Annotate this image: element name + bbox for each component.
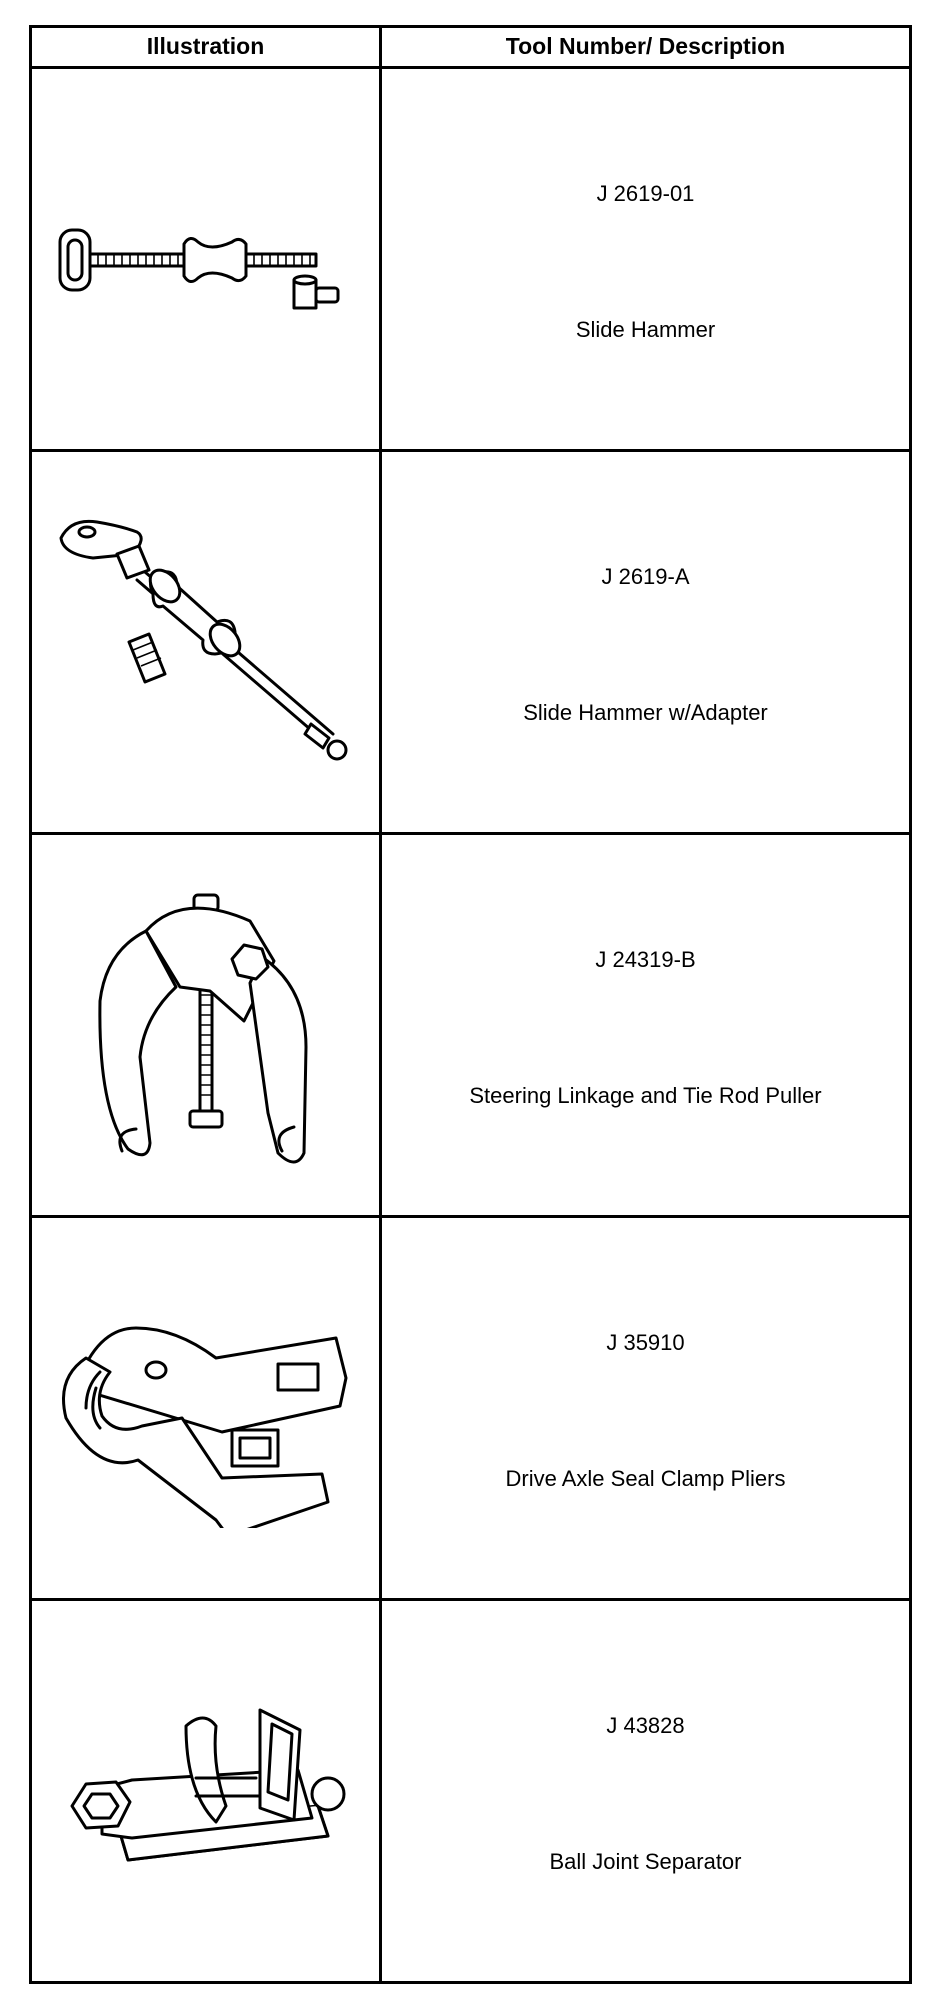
description-cell [381,450,911,833]
description-cell [381,67,911,450]
tool-description: Slide Hammer w/Adapter [523,699,768,725]
tool-number: J 35910 [606,1329,685,1355]
tool-number: J 43828 [606,1712,685,1738]
illustration-cell [31,1216,381,1599]
tool-number: J 2619-A [601,563,690,589]
header-tool-description: Tool Number/ Description [381,27,911,68]
tool-number: J 24319-B [595,946,696,972]
tool-number: J 2619-01 [596,180,695,206]
illustration-cell [31,833,381,1216]
description-cell [381,833,911,1216]
table-row [31,1216,911,1599]
slide-hammer-icon [46,184,366,334]
tool-description: Steering Linkage and Tie Rod Puller [469,1082,822,1108]
header-illustration: Illustration [31,27,381,68]
tie-rod-puller-icon [76,875,336,1175]
table-row [31,450,911,833]
table-header-row [31,27,911,68]
description-cell [381,1599,911,1982]
tool-description: Slide Hammer [575,316,716,342]
table-row [31,67,911,450]
slide-hammer-adapter-icon [41,502,371,782]
ball-joint-separator-icon [46,1666,366,1916]
illustration-cell [31,1599,381,1982]
table-row [31,833,911,1216]
description-cell [381,1216,911,1599]
illustration-cell [31,67,381,450]
illustration-cell [31,450,381,833]
tool-table [29,25,912,1984]
table-row [31,1599,911,1982]
seal-clamp-pliers-icon [46,1288,366,1528]
tool-description: Ball Joint Separator [549,1848,742,1874]
tool-description: Drive Axle Seal Clamp Pliers [505,1465,786,1491]
